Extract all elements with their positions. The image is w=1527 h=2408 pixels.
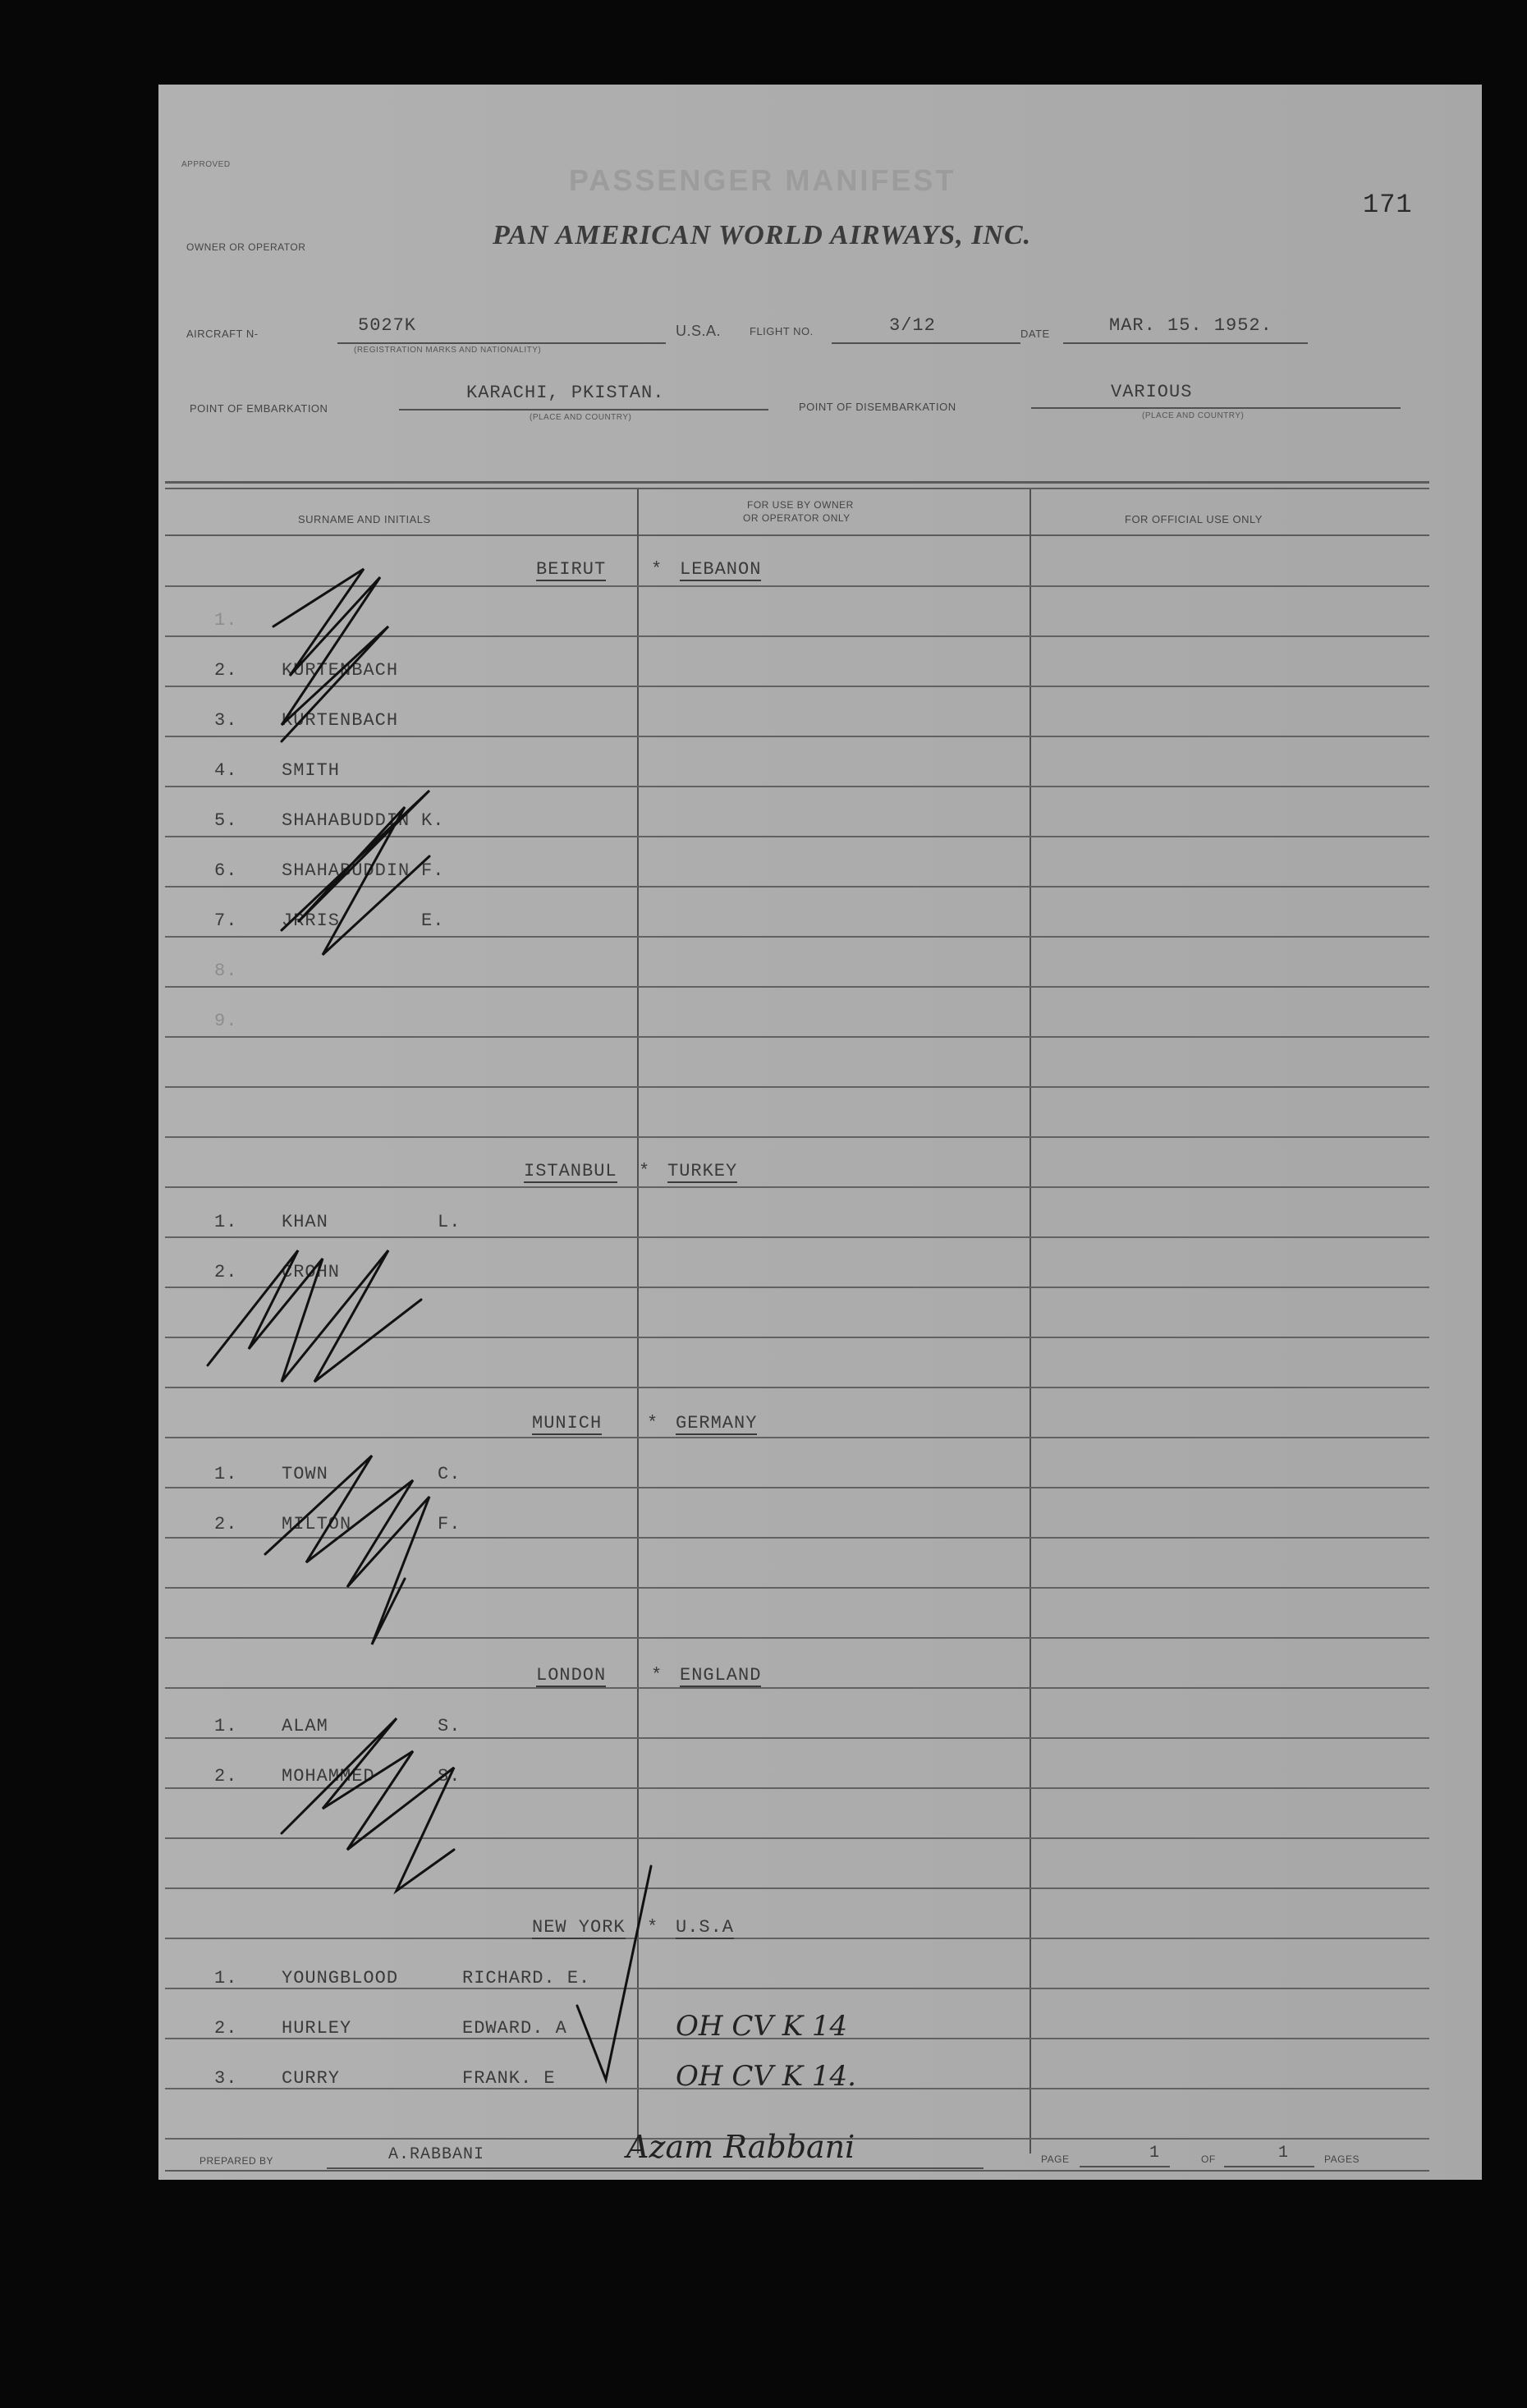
row-number: 2. <box>214 1514 238 1534</box>
owner-label: OWNER OR OPERATOR <box>186 241 306 253</box>
section-country: TURKEY <box>667 1161 738 1181</box>
passenger-surname: CURRY <box>282 2068 341 2089</box>
section-city: BEIRUT <box>536 559 607 580</box>
section-separator: * <box>647 1917 659 1938</box>
row-number: 2. <box>214 1766 238 1787</box>
passenger-given: S. <box>438 1766 461 1787</box>
passenger-surname: JRRIS <box>282 910 341 931</box>
passenger-surname: YOUNGBLOOD <box>282 1968 399 1988</box>
section-separator: * <box>647 1413 659 1433</box>
row-number: 1. <box>214 1716 238 1736</box>
page-label: PAGE <box>1041 2153 1070 2165</box>
passenger-given: RICHARD. E. <box>462 1968 591 1988</box>
column-header-official: FOR OFFICIAL USE ONLY <box>1125 513 1263 525</box>
row-number: 8. <box>214 961 238 981</box>
row-number: 2. <box>214 660 238 681</box>
scribble-istanbul <box>208 1250 421 1382</box>
of-label: OF <box>1201 2153 1216 2165</box>
passenger-surname: KURTENBACH <box>282 710 399 731</box>
scribble-beirut <box>273 569 429 955</box>
section-city: LONDON <box>536 1665 607 1686</box>
row-number: 1. <box>214 1212 238 1232</box>
section-city: ISTANBUL <box>524 1161 617 1181</box>
aircraft-registration: 5027K <box>358 315 417 336</box>
flight-date: MAR. 15. 1952. <box>1109 315 1272 336</box>
of-underline <box>1224 2166 1314 2167</box>
embarkation-value: KARACHI, PKISTAN. <box>466 383 665 403</box>
row-number: 9. <box>214 1011 238 1031</box>
disembarkation-note: (PLACE AND COUNTRY) <box>1142 411 1245 420</box>
row-number: 1. <box>214 1968 238 1988</box>
passenger-surname: KHAN <box>282 1212 328 1232</box>
passenger-surname: SMITH <box>282 760 341 781</box>
nationality: U.S.A. <box>676 323 722 339</box>
strikeout-scribbles <box>158 85 1482 2180</box>
row-number: 1. <box>214 610 238 631</box>
row-number: 3. <box>214 2068 238 2089</box>
scribble-london <box>282 1718 454 1891</box>
row-number: 1. <box>214 1464 238 1484</box>
passenger-surname: CROHN <box>282 1262 341 1282</box>
section-separator: * <box>651 559 663 580</box>
disembarkation-label: POINT OF DISEMBARKATION <box>799 401 956 413</box>
row-number: 3. <box>214 710 238 731</box>
manifest-paper <box>158 85 1482 2180</box>
embarkation-label: POINT OF EMBARKATION <box>190 402 328 415</box>
scribble-munich <box>265 1456 429 1644</box>
date-label: DATE <box>1020 328 1050 340</box>
passenger-given: F. <box>438 1514 461 1534</box>
disembarkation-value: VARIOUS <box>1111 382 1193 402</box>
passenger-given: L. <box>438 1212 461 1232</box>
passenger-given: EDWARD. A <box>462 2018 567 2039</box>
checkmark-newyork <box>577 1866 651 2080</box>
passenger-surname: SHAHABUDDIN <box>282 860 410 881</box>
row-number: 4. <box>214 760 238 781</box>
section-country: LEBANON <box>680 559 762 580</box>
registration-note: (REGISTRATION MARKS AND NATIONALITY) <box>354 346 542 355</box>
passenger-given: F. <box>421 860 445 881</box>
section-country: GERMANY <box>676 1413 758 1433</box>
page-underline <box>1080 2166 1170 2167</box>
flight-number: 3/12 <box>889 315 936 336</box>
section-city: NEW YORK <box>532 1917 626 1938</box>
prepared-by-label: PREPARED BY <box>199 2155 273 2167</box>
archive-page-number: 171 <box>1363 190 1413 220</box>
row-number: 2. <box>214 1262 238 1282</box>
company-name: PAN AMERICAN WORLD AIRWAYS, INC. <box>493 220 1032 250</box>
section-city: MUNICH <box>532 1413 603 1433</box>
aircraft-label: AIRCRAFT N- <box>186 328 259 340</box>
passenger-given: C. <box>438 1464 461 1484</box>
owner-note: OH CV K 14 <box>676 2010 848 2043</box>
pages-label: PAGES <box>1324 2153 1360 2165</box>
passenger-surname: MOHAMMED <box>282 1766 375 1787</box>
row-number: 6. <box>214 860 238 881</box>
embarkation-note: (PLACE AND COUNTRY) <box>530 413 632 422</box>
flight-label: FLIGHT NO. <box>750 325 814 337</box>
passenger-given: K. <box>421 810 445 831</box>
row-number: 2. <box>214 2018 238 2039</box>
preparer-signature: Azam Rabbani <box>626 2129 855 2165</box>
passenger-surname: HURLEY <box>282 2018 352 2039</box>
row-number: 5. <box>214 810 238 831</box>
column-header-surname: SURNAME AND INITIALS <box>298 513 431 525</box>
section-separator: * <box>639 1161 651 1181</box>
row-number: 7. <box>214 910 238 931</box>
approval-stamp: APPROVED <box>181 160 231 169</box>
passenger-surname: TOWN <box>282 1464 328 1484</box>
column-header-owner-line2: OR OPERATOR ONLY <box>743 512 851 524</box>
passenger-surname: KURTENBACH <box>282 660 399 681</box>
passenger-given: E. <box>421 910 445 931</box>
owner-note: OH CV K 14. <box>676 2060 856 2093</box>
column-header-owner-line1: FOR USE BY OWNER <box>747 499 854 511</box>
page-number: 1 <box>1149 2144 1161 2163</box>
section-separator: * <box>651 1665 663 1686</box>
page-title: PASSENGER MANIFEST <box>569 163 956 197</box>
section-country: U.S.A <box>676 1917 735 1938</box>
passenger-given: FRANK. E <box>462 2068 556 2089</box>
total-pages: 1 <box>1278 2144 1290 2163</box>
prepared-by: A.RABBANI <box>388 2145 485 2164</box>
footer-rule <box>165 2170 1429 2172</box>
section-country: ENGLAND <box>680 1665 762 1686</box>
passenger-surname: MILTON <box>282 1514 352 1534</box>
passenger-surname: SHAHABUDDIN <box>282 810 410 831</box>
passenger-given: S. <box>438 1716 461 1736</box>
prepared-underline <box>327 2167 984 2169</box>
passenger-surname: ALAM <box>282 1716 328 1736</box>
